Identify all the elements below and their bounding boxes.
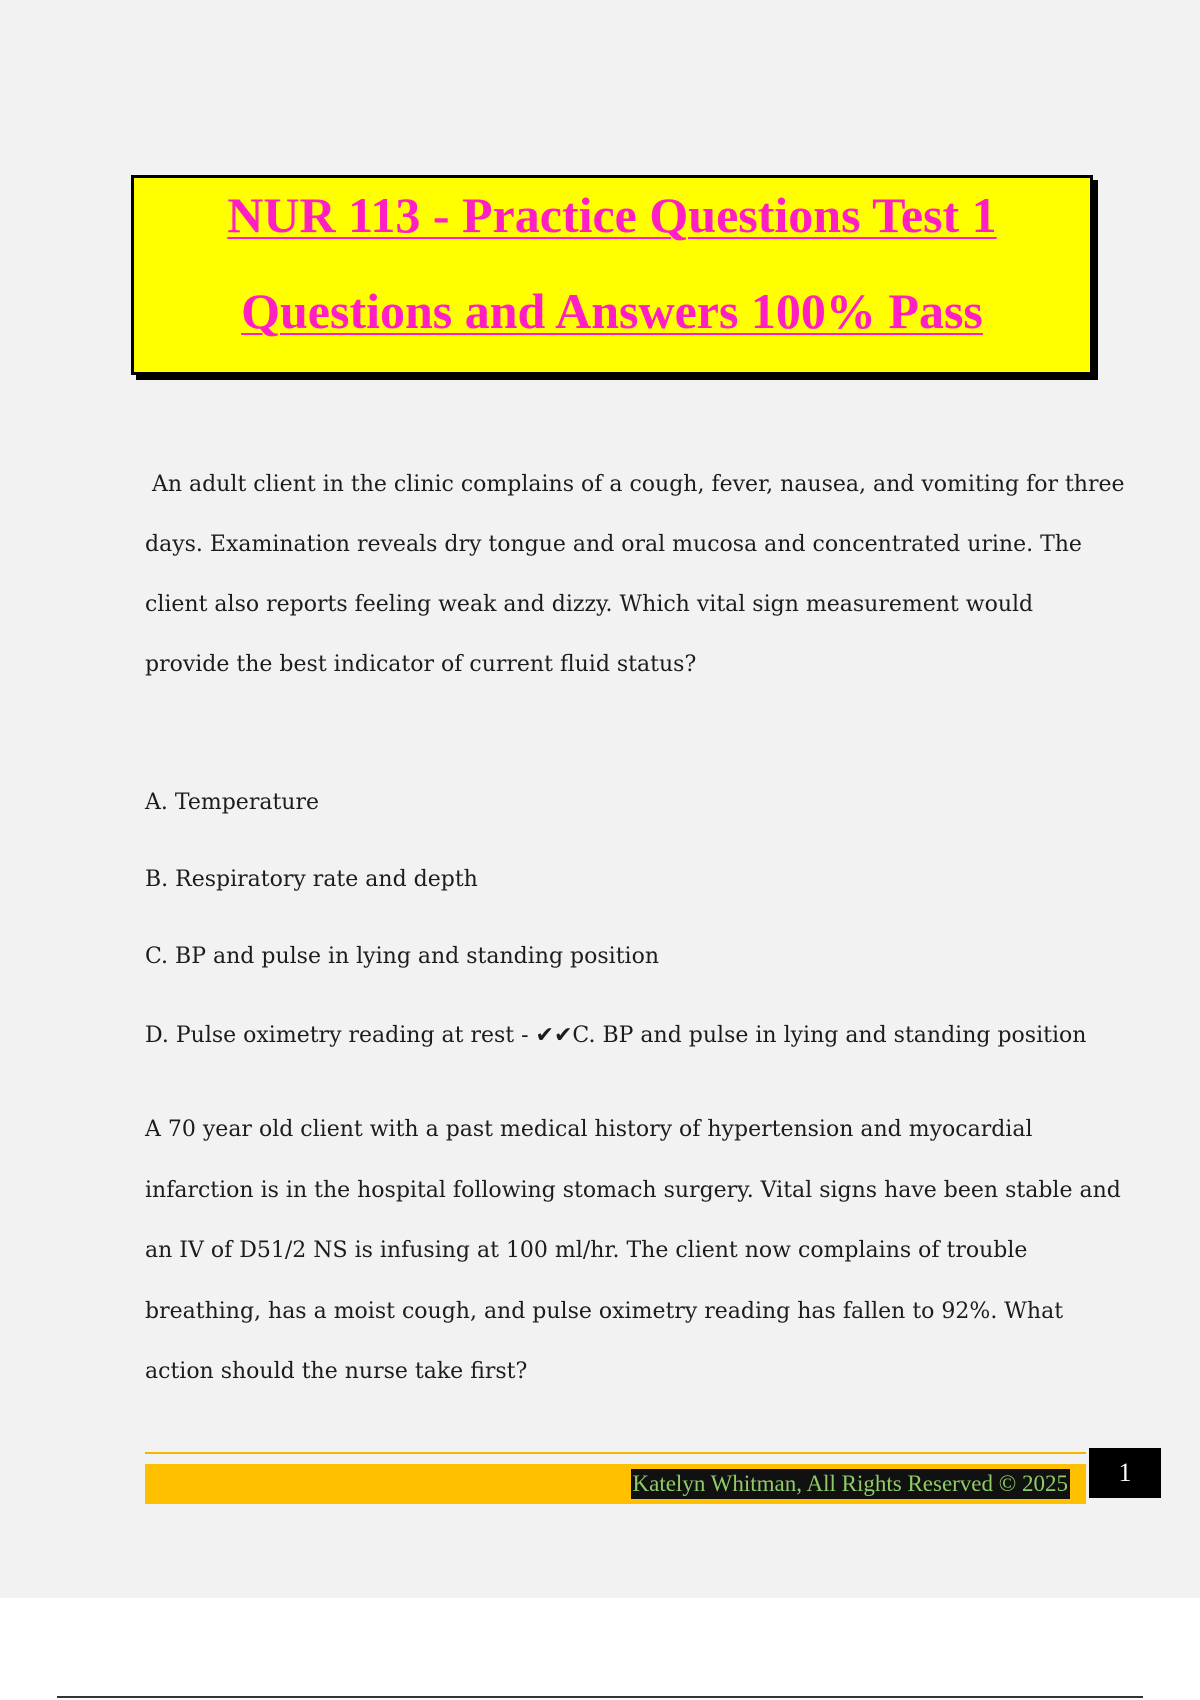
question-1-line-3: client also reports feeling weak and dizzy. Which vital sign measurement would [145,592,1034,617]
option-d-with-answer: D. Pulse oximetry reading at rest - ✔✔C. BP and pulse in lying and standing position [145,1023,1087,1048]
option-a: A. Temperature [145,790,320,815]
question-1-line-1: An adult client in the clinic complains of a cough, fever, nausea, and vomiting for three [152,472,1125,497]
question-2-text [145,1100,1121,1403]
page-number: 1 [1089,1448,1161,1498]
question-2-line-3: an IV of D51/2 NS is infusing at 100 ml/hr. The client now complains of trouble [145,1238,1028,1263]
option-b: B. Respiratory rate and depth [145,867,478,892]
option-c: C. BP and pulse in lying and standing position [145,944,659,969]
footer-rule [145,1452,1086,1454]
title-line-1: NUR 113 - Practice Questions Test 1 [227,187,997,243]
page-divider [57,1696,1143,1698]
question-1-line-2: days. Examination reveals dry tongue and oral mucosa and concentrated urine. The [145,532,1082,557]
question-2-line-2: infarction is in the hospital following stomach surgery. Vital signs have been stable and [145,1177,1121,1203]
footer-copyright: Katelyn Whitman, All Rights Reserved © 2025 [631,1469,1070,1499]
footer-bar [145,1464,1086,1504]
title-line-2: Questions and Answers 100% Pass [241,283,983,339]
title-box [131,175,1093,375]
question-2-line-5: action should the nurse take first? [145,1359,528,1384]
question-2-line-4: breathing, has a moist cough, and pulse oximetry reading has fallen to 92%. What [145,1298,1064,1324]
question-1-line-4: provide the best indicator of current fluid status? [145,652,697,677]
question-2-line-1: A 70 year old client with a past medical history of hypertension and myocardial [145,1117,1033,1142]
question-1-text [145,455,1125,695]
